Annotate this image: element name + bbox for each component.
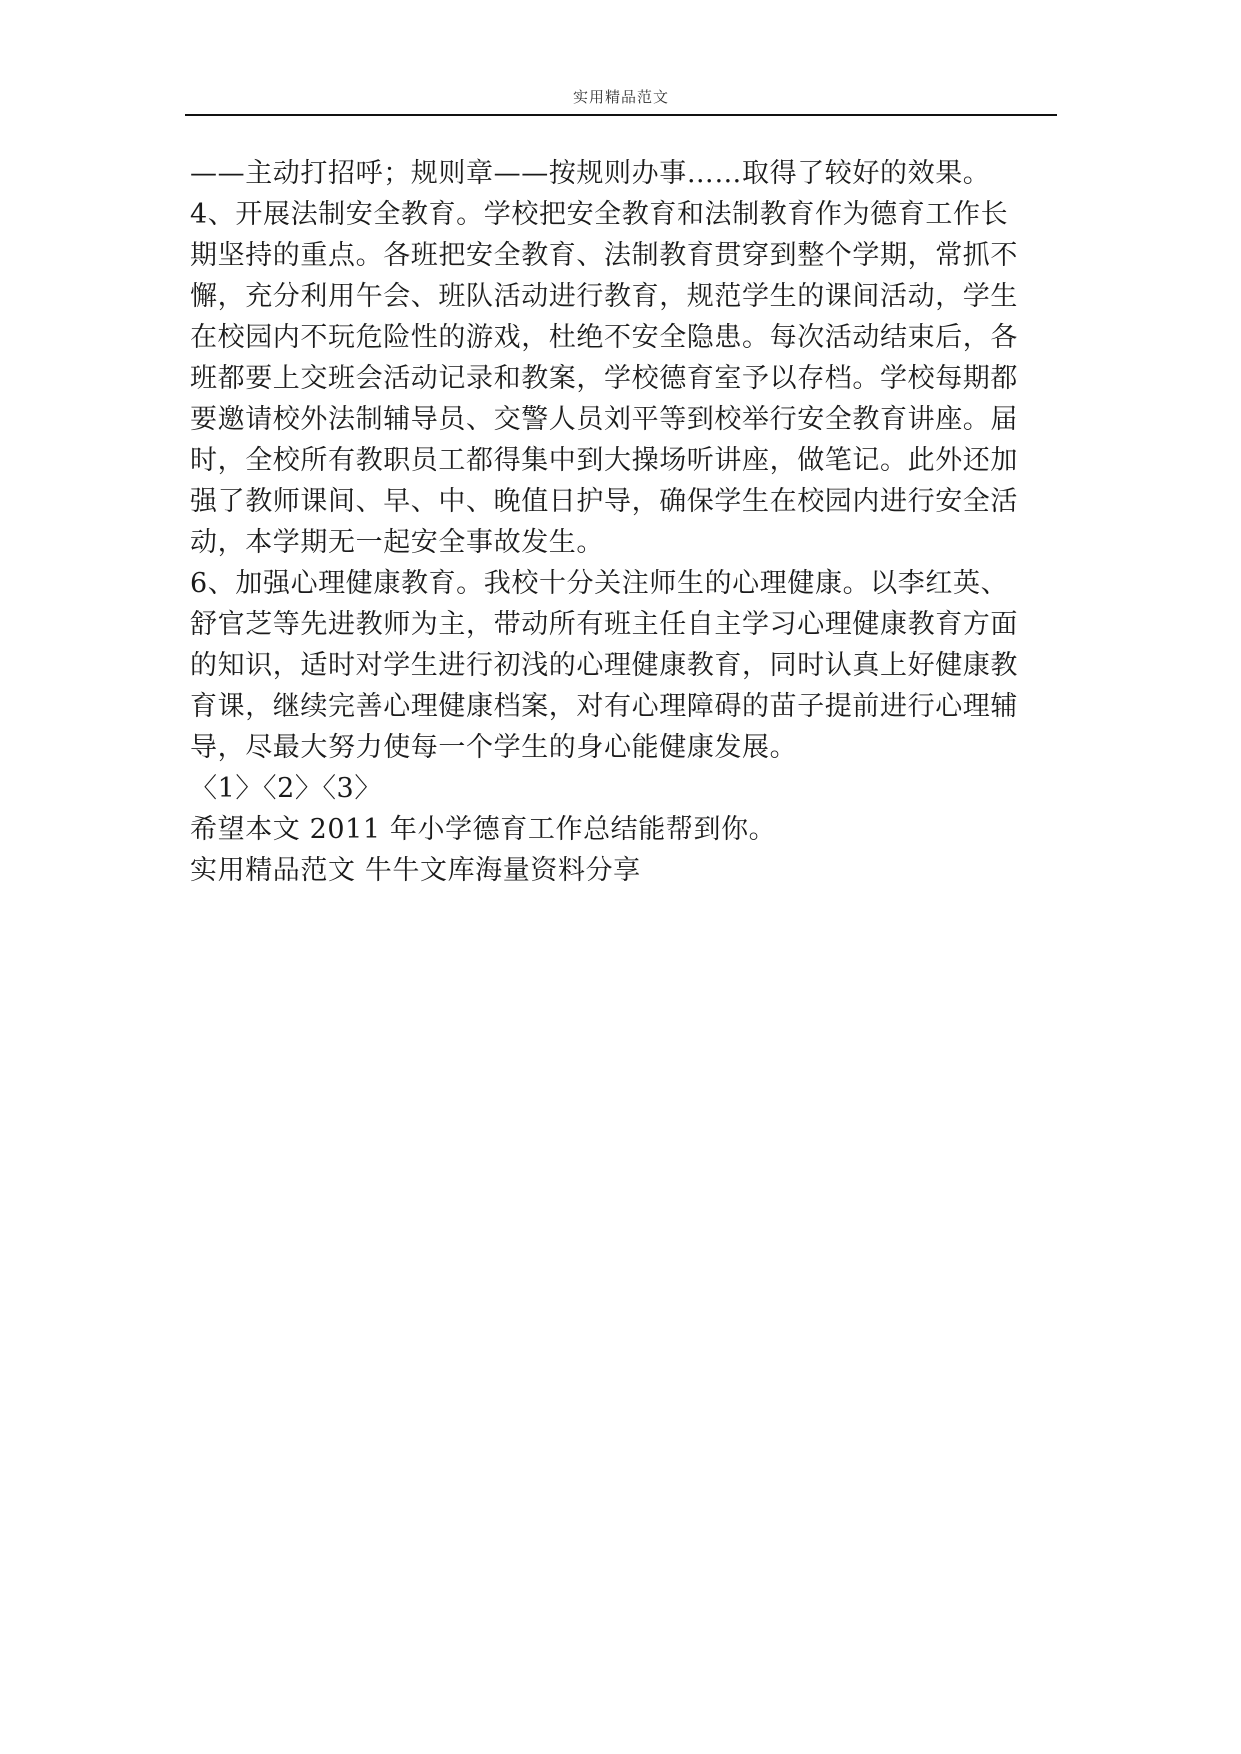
paragraph-safety-education — [190, 194, 1056, 563]
header-divider — [185, 114, 1057, 116]
text-line: 强了教师课间、早、中、晚值日护导，确保学生在校园内进行安全活 — [190, 486, 1018, 517]
page-header-title: 实用精品范文 — [572, 88, 669, 106]
text-line: 6、加强心理健康教育。我校十分关注师生的心理健康。以李红英、 — [190, 568, 1009, 599]
paragraph-continuation — [190, 153, 1056, 194]
text-line: 的知识，适时对学生进行初浅的心理健康教育，同时认真上好健康教 — [190, 650, 1018, 681]
text-line: 班都要上交班会活动记录和教案，学校德育室予以存档。学校每期都 — [190, 363, 1018, 394]
text-line: 期坚持的重点。各班把安全教育、法制教育贯穿到整个学期，常抓不 — [190, 240, 1018, 271]
document-body — [190, 153, 1056, 891]
text-line: 希望本文 2011 年小学德育工作总结能帮到你。 — [190, 814, 777, 845]
footer-note — [190, 850, 1056, 891]
text-line: 舒官芝等先进教师为主，带动所有班主任自主学习心理健康教育方面 — [190, 609, 1018, 640]
text-line: 导，尽最大努力使每一个学生的身心能健康发展。 — [190, 732, 798, 763]
text-line: 实用精品范文 牛牛文库海量资料分享 — [190, 855, 641, 886]
paragraph-mental-health — [190, 563, 1056, 768]
text-line: 育课，继续完善心理健康档案，对有心理障碍的苗子提前进行心理辅 — [190, 691, 1018, 722]
text-line: 要邀请校外法制辅导员、交警人员刘平等到校举行安全教育讲座。届 — [190, 404, 1018, 435]
page-links — [190, 768, 1056, 809]
text-line: 4、开展法制安全教育。学校把安全教育和法制教育作为德育工作长 — [190, 199, 1009, 230]
page-links-text: 〈1〉〈2〉〈3〉 — [190, 773, 382, 804]
text-line: 在校园内不玩危险性的游戏，杜绝不安全隐患。每次活动结束后，各 — [190, 322, 1018, 353]
text-line: 时，全校所有教职员工都得集中到大操场听讲座，做笔记。此外还加 — [190, 445, 1018, 476]
text-line: 动，本学期无一起安全事故发生。 — [190, 527, 604, 558]
text-line: ——主动打招呼；规则章——按规则办事……取得了较好的效果。 — [190, 158, 991, 189]
closing-note — [190, 809, 1056, 850]
text-line: 懈，充分利用午会、班队活动进行教育，规范学生的课间活动，学生 — [190, 281, 1018, 312]
